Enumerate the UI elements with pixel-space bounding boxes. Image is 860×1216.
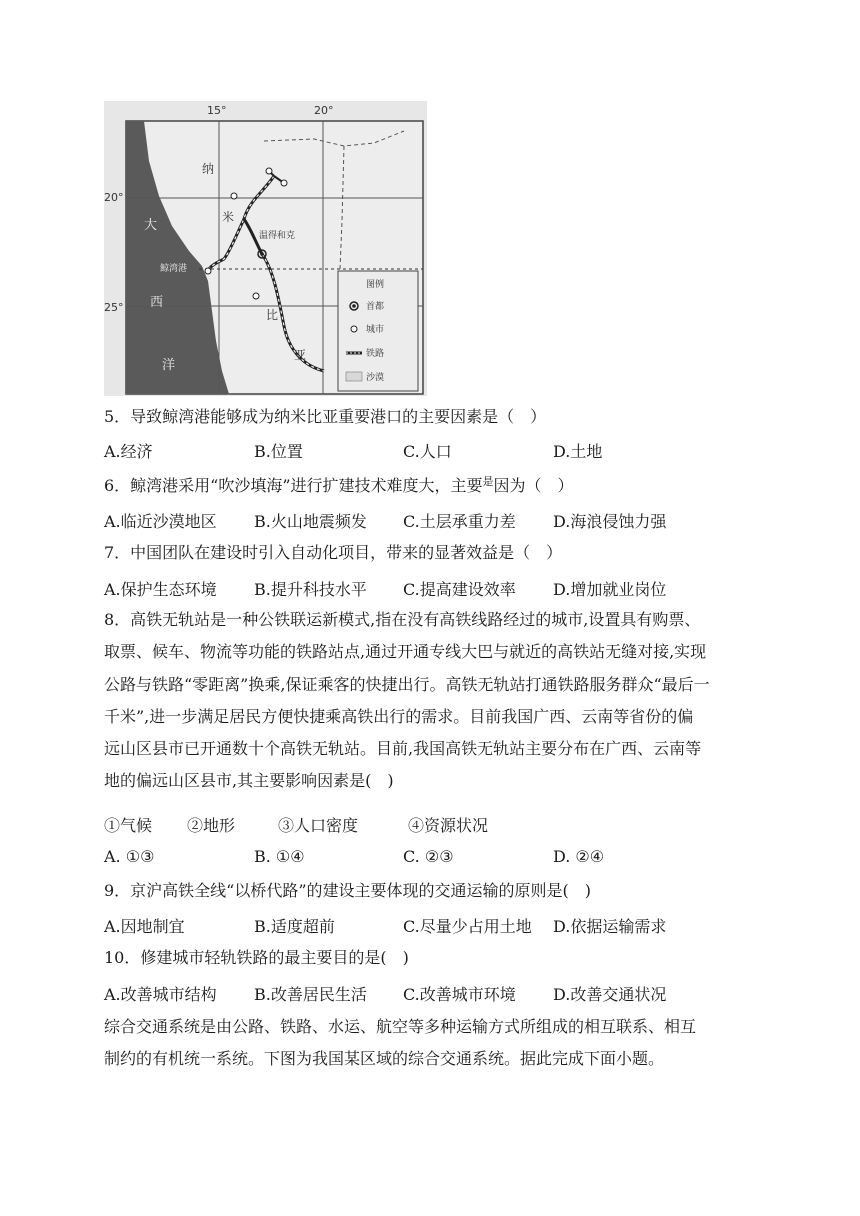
question-10-stem: 10．修建城市轻轨铁路的最主要目的是( ) [104, 948, 409, 967]
question-9-options [104, 914, 784, 936]
q9-option-a: A.因地制宜 [104, 917, 185, 936]
q8-option-c: C. ②③ [403, 847, 454, 866]
legend-title: 图例 [366, 280, 385, 290]
q8-factor-1: ①气候 [104, 816, 153, 835]
ocean-char-3: 洋 [162, 358, 176, 373]
q5-option-c: C.人口 [403, 442, 452, 461]
q6-option-d: D.海浪侵蚀力强 [553, 512, 667, 531]
lon-label-15: 15° [207, 104, 227, 117]
q7-option-b: B.提升科技水平 [254, 580, 367, 599]
question-8-factors [104, 813, 784, 835]
country-char-4: 亚 [294, 348, 307, 362]
ocean-char-1: 大 [144, 218, 158, 233]
q5-option-d: D.土地 [553, 442, 603, 461]
question-7-stem: 7．中国团队在建设时引入自动化项目，带来的显著效益是（ ） [104, 543, 563, 562]
question-5-options [104, 439, 784, 461]
q10-option-d: D.改善交通状况 [553, 985, 667, 1004]
q9-option-d: D.依据运输需求 [553, 917, 667, 936]
legend-desert: 沙漠 [366, 373, 385, 383]
q9-option-c: C.尽量少占用土地 [403, 917, 532, 936]
capital-label: 温得和克 [259, 231, 296, 241]
q5-option-a: A.经济 [104, 442, 153, 461]
legend-capital: 首都 [366, 302, 385, 312]
question-5-stem: 5．导致鲸湾港能够成为纳米比亚重要港口的主要因素是（ ） [104, 407, 547, 426]
q10-option-b: B.改善居民生活 [254, 985, 367, 1004]
question-7-options [104, 577, 784, 599]
q8-option-d: D. ②④ [553, 847, 605, 866]
q8-option-a: A. ①③ [104, 847, 155, 866]
lon-label-20: 20° [314, 104, 334, 117]
q8-factor-3: ③人口密度 [278, 816, 359, 835]
q5-option-b: B.位置 [254, 442, 303, 461]
q8-factor-4: ④资源状况 [408, 816, 489, 835]
port-label: 鲸湾港 [160, 264, 188, 274]
q10-option-a: A.改善城市结构 [104, 985, 217, 1004]
q6-option-c: C.土层承重力差 [403, 512, 516, 531]
q6-option-b: B.火山地震频发 [254, 512, 367, 531]
country-char-3: 比 [266, 308, 279, 322]
lat-label-20: 20° [104, 191, 124, 204]
q9-option-b: B.适度超前 [254, 917, 335, 936]
question-6-options [104, 509, 784, 531]
q8-factor-2: ②地形 [187, 816, 236, 835]
legend-railway: 铁路 [366, 349, 385, 359]
ocean-char-2: 西 [150, 295, 164, 310]
question-8-options [104, 847, 784, 869]
question-10-options [104, 982, 784, 1004]
q7-option-c: C.提高建设效率 [403, 580, 516, 599]
lat-label-25: 25° [104, 301, 124, 314]
question-9-stem: 9．京沪高铁全线“以桥代路”的建设主要体现的交通运输的原则是( ) [104, 881, 592, 900]
legend-city: 城市 [366, 325, 385, 335]
namibia-map [104, 101, 427, 396]
q7-option-a: A.保护生态环境 [104, 580, 217, 599]
q10-option-c: C.改善城市环境 [403, 985, 516, 1004]
q7-option-d: D.增加就业岗位 [553, 580, 667, 599]
intro-paragraph: 综合交通系统是由公路、铁路、水运、航空等多种运输方式所组成的相互联系、相互 制约的有机统一系统。下图为我国某区域的综合交通系统。据此完成下面小题。 [104, 1017, 697, 1069]
country-char-1: 纳 [202, 162, 215, 176]
question-6-stem: 6．鲸湾港采用“吹沙填海”进行扩建技术难度大，主要$^是$因为（ ） [104, 475, 574, 495]
question-8-stem: 8．高铁无轨站是一种公铁联运新模式,指在没有高铁线路经过的城市,设置具有购票、 取票、候车、物流等功能的铁路站点,通过开通专线大巴与就近的高铁站无缝对接,实现 公路与铁路“零距离”换乘,保证乘客的快捷出行。高铁无轨站打通铁路服务群众“最后一 千米”,进一步满足居民方便快捷乘高铁出行的需求。目前我国广西、云南等省份的偏 远山区县市已开通数十个高铁无轨站。目前,我国高铁无轨站主要分布在广西、云南等 地的偏远山区县市,其主要影响因素是( ) [104, 610, 710, 791]
q8-option-b: B. ①④ [254, 847, 305, 866]
q6-option-a: A.临近沙漠地区 [104, 512, 217, 531]
country-char-2: 米 [222, 210, 235, 224]
